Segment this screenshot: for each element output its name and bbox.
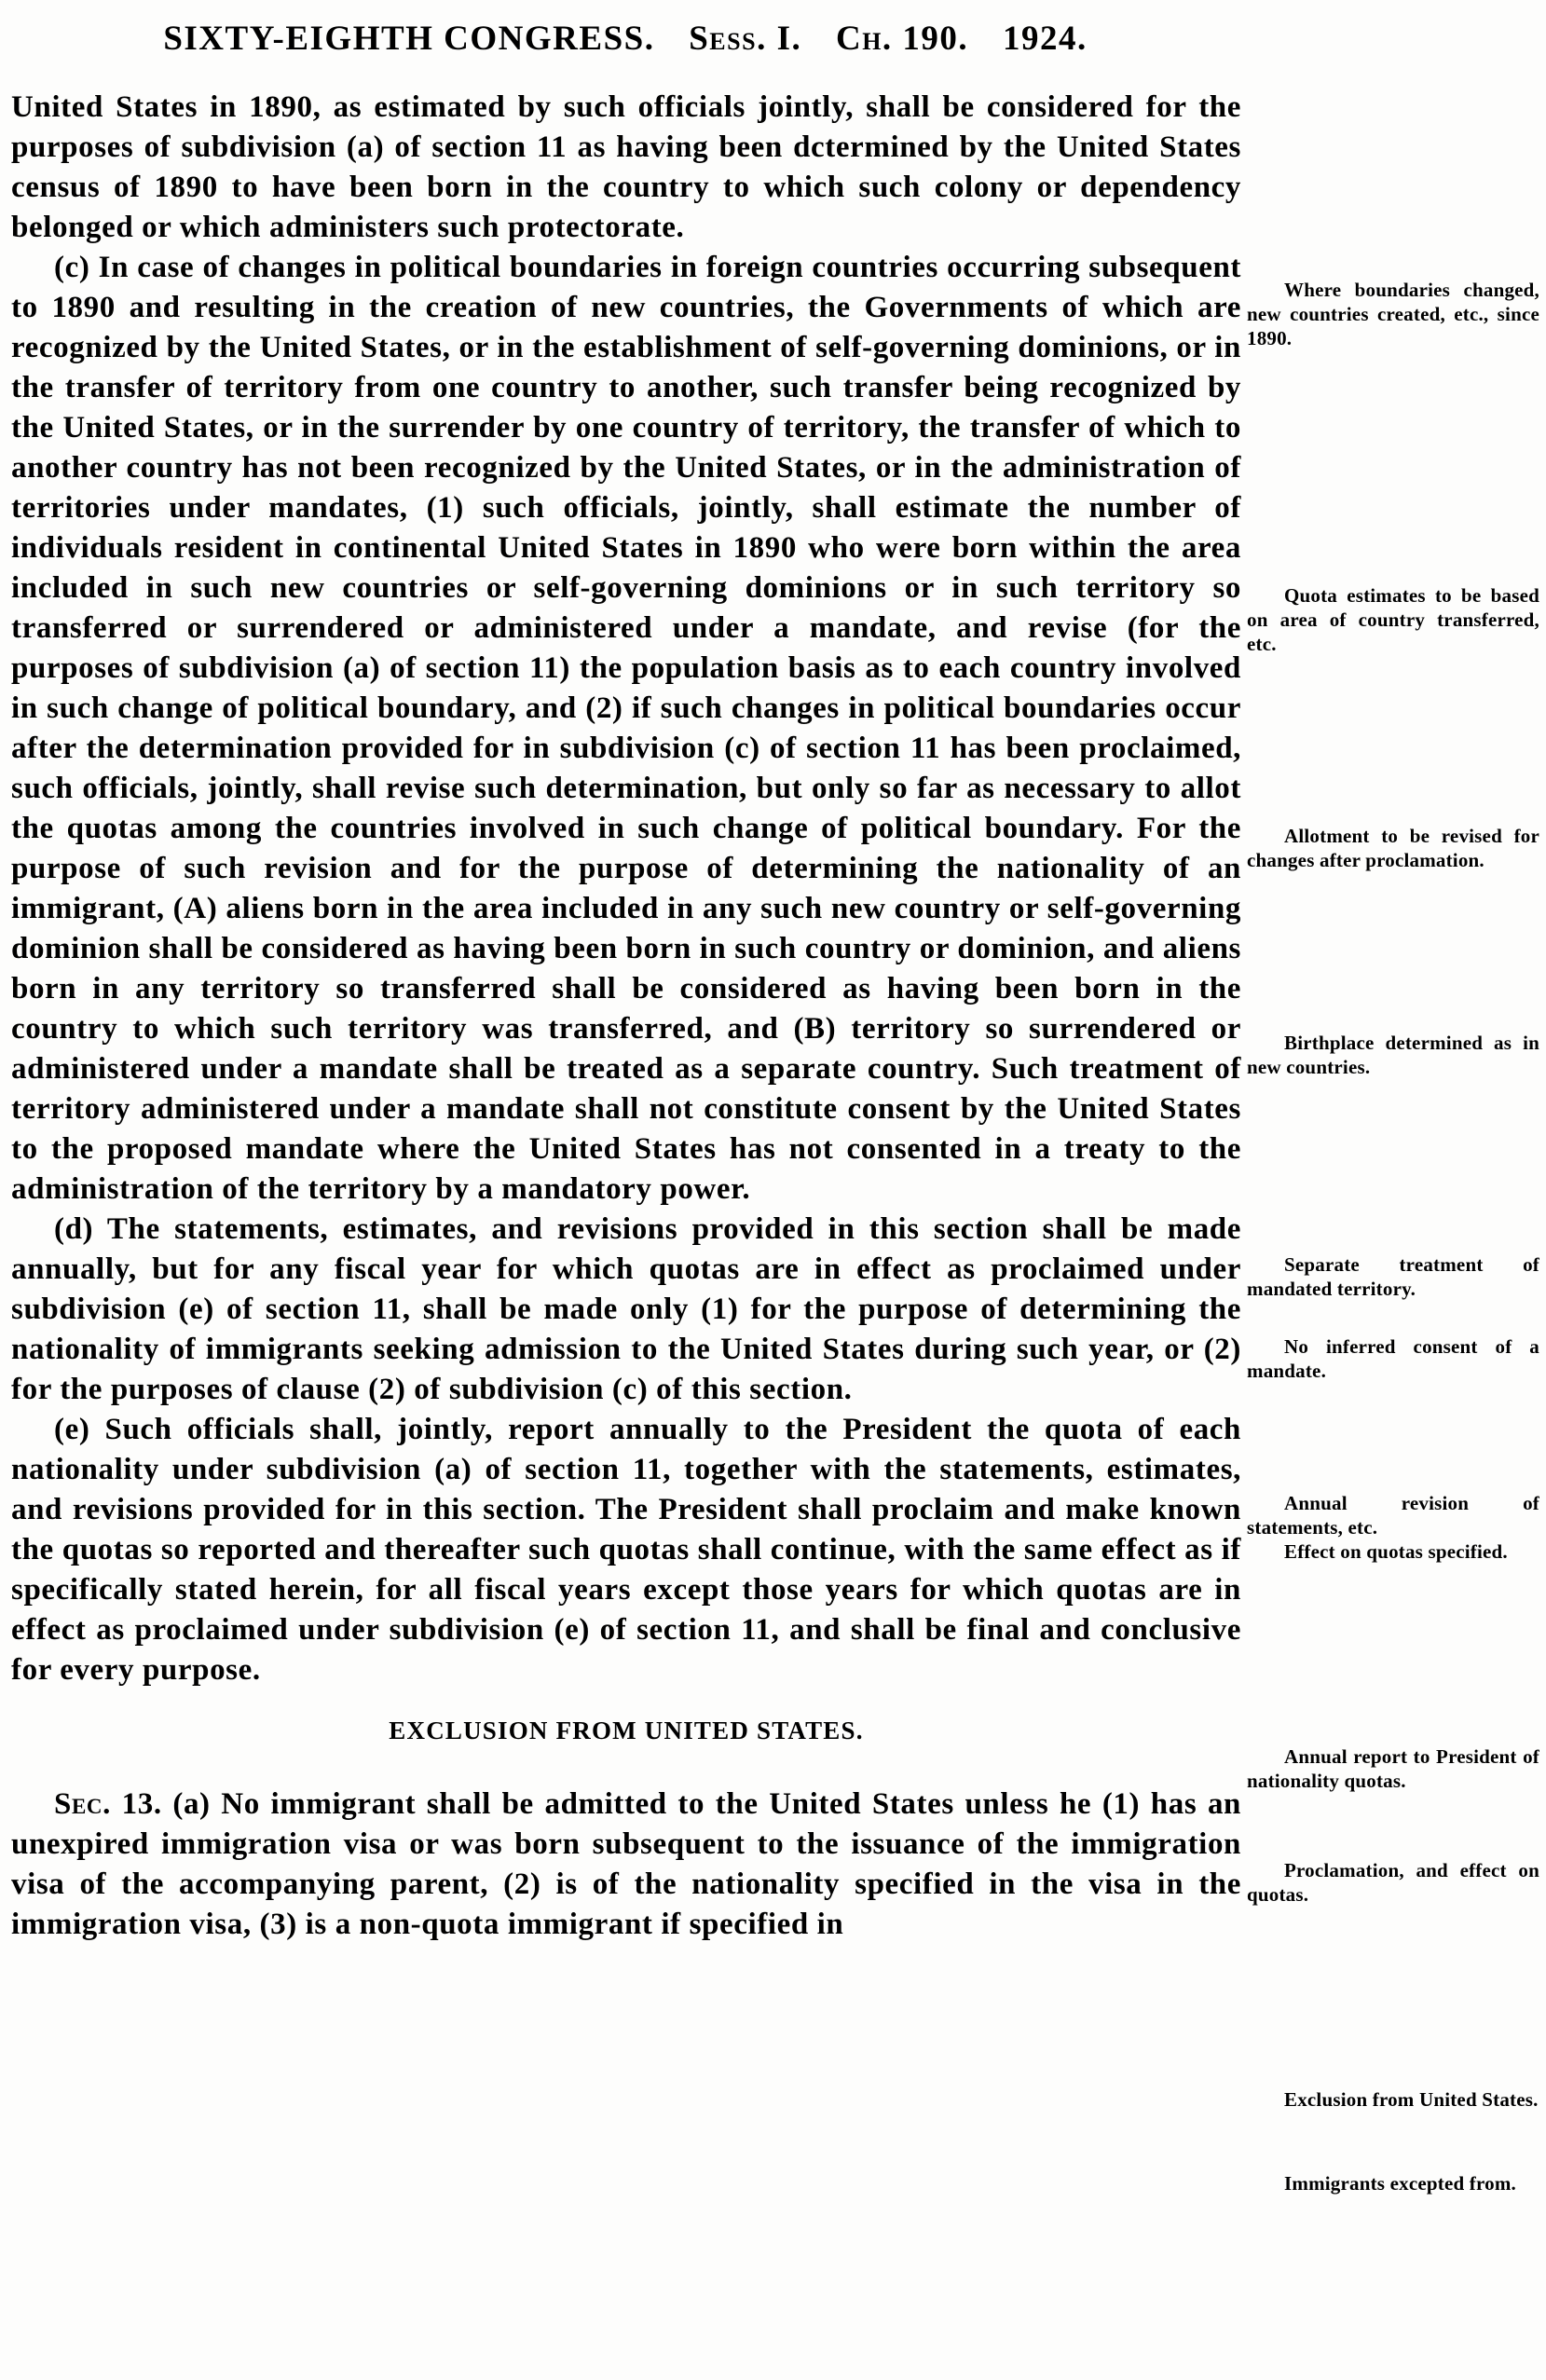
header-chapter: Ch. 190. [835, 20, 969, 58]
margin-note: Quota estimates to be based on area of country transferred, etc. [1247, 584, 1539, 655]
header-year: 1924. [1002, 20, 1088, 58]
margin-note: Exclusion from United States. [1284, 2088, 1539, 2111]
body-paragraph: (e) Such officials shall, jointly, report annually to the President the quota of each nationality under subdivision (a) of section 11, together with the statements, estimates, and revisions provided for in this section. The President shall proclaim and make known the quotas so reported and thereafter such quotas shall continue, with the same effect as if specifically stated herein, for all fiscal years except those years for which quotas are in effect as proclaimed under subdivision (e) of section 11, and shall be final and conclusive for every purpose. [11, 1413, 1241, 1687]
margin-column [1247, 0, 1539, 2380]
header-session: Sess. I. [689, 20, 802, 58]
section-heading: EXCLUSION FROM UNITED STATES. [389, 1717, 864, 1744]
margin-note: Proclamation, and effect on quotas. [1247, 1859, 1539, 1906]
header-congress: SIXTY-EIGHTH CONGRESS. [163, 20, 655, 58]
margin-note: Birthplace determined as in new countries. [1247, 1032, 1539, 1078]
sec13-label: Sec. 13. [54, 1787, 162, 1821]
sec13-text: (a) No immigrant shall be admitted to the United States unless he (1) has an unexpired immigration visa or was born subsequent to the issuance of the immigration visa of the accompanying parent, (2) is of the nationality specified in the visa in the immigration visa, (3) is a non-quota immigrant if specified in [11, 1787, 1241, 1941]
body-paragraph: (d) The statements, estimates, and revisions provided in this section shall be made annually, but for any fiscal year for which quotas are in effect as proclaimed under subdivision (e) of section 11, shall be made only (1) for the purpose of determining the nationality of immigrants seeking admission to the United States during such year, or (2) for the purposes of clause (2) of subdivision (c) of this section. [11, 1212, 1241, 1406]
page-header [9, 19, 1241, 59]
margin-note: Immigrants excepted from. [1284, 2172, 1516, 2195]
body-paragraph: United States in 1890, as estimated by such officials jointly, shall be considered for the purposes of subdivision (a) of section 11 as having been dctermined by the United States census of 1890 to have been born in the country to which such colony or dependency belonged or which administers such protectorate. [11, 90, 1241, 244]
margin-note: Where boundaries changed, new countries created, etc., since 1890. [1247, 279, 1539, 349]
margin-note: Allotment to be revised for changes after proclamation. [1247, 825, 1539, 871]
margin-note: Separate treatment of mandated territory. [1247, 1253, 1539, 1300]
margin-note: Effect on quotas specified. [1284, 1540, 1508, 1563]
body-column [11, 88, 1241, 1945]
sec13-paragraph [11, 1785, 1241, 1945]
margin-note: No inferred consent of a mandate. [1247, 1335, 1539, 1382]
margin-note: Annual revision of statements, etc. [1247, 1492, 1539, 1539]
body-paragraph: (c) In case of changes in political boundaries in foreign countries occurring subsequent to 1890 and resulting in the creation of new countries, the Governments of which are recognized by the United States, or in the establishment of self-governing dominions, or in the transfer of territory from one country to another, such transfer being recognized by the United States, or in the surrender by one country of territory, the transfer of which to another country has not been recognized by the United States, or in the administration of territories under mandates, (1) such officials, jointly, shall estimate the number of individuals resident in continental United States in 1890 who were born within the area included in such new countries or self-governing dominions or in such territory so transferred or surrendered or administered under a mandate, and revise (for the purposes of subdivision (a) of section 11) the population basis as to each country involved in such change of political boundary, and (2) if such changes in political boundaries occur after the determination provided for in subdivision (c) of section 11 has been proclaimed, such officials, jointly, shall revise such determination, but only so far as necessary to allot the quotas among the countries involved in such change of political boundary. For the purpose of such revision and for the purpose of determining the nationality of an immigrant, (A) aliens born in the area included in any such new country or self-governing dominion shall be considered as having been born in such country or dominion, and aliens born in any territory so transferred shall be considered as having been born in the country to which such territory was transferred, and (B) territory so surrendered or administered under a mandate shall be treated as a separate country. Such treatment of territory administered under a mandate shall not constitute consent by the United States to the proposed mandate where the United States has not consented in a treaty to the administration of the territory by a mandatory power. [11, 251, 1241, 1206]
margin-note: Annual report to President of nationality quotas. [1247, 1745, 1539, 1792]
